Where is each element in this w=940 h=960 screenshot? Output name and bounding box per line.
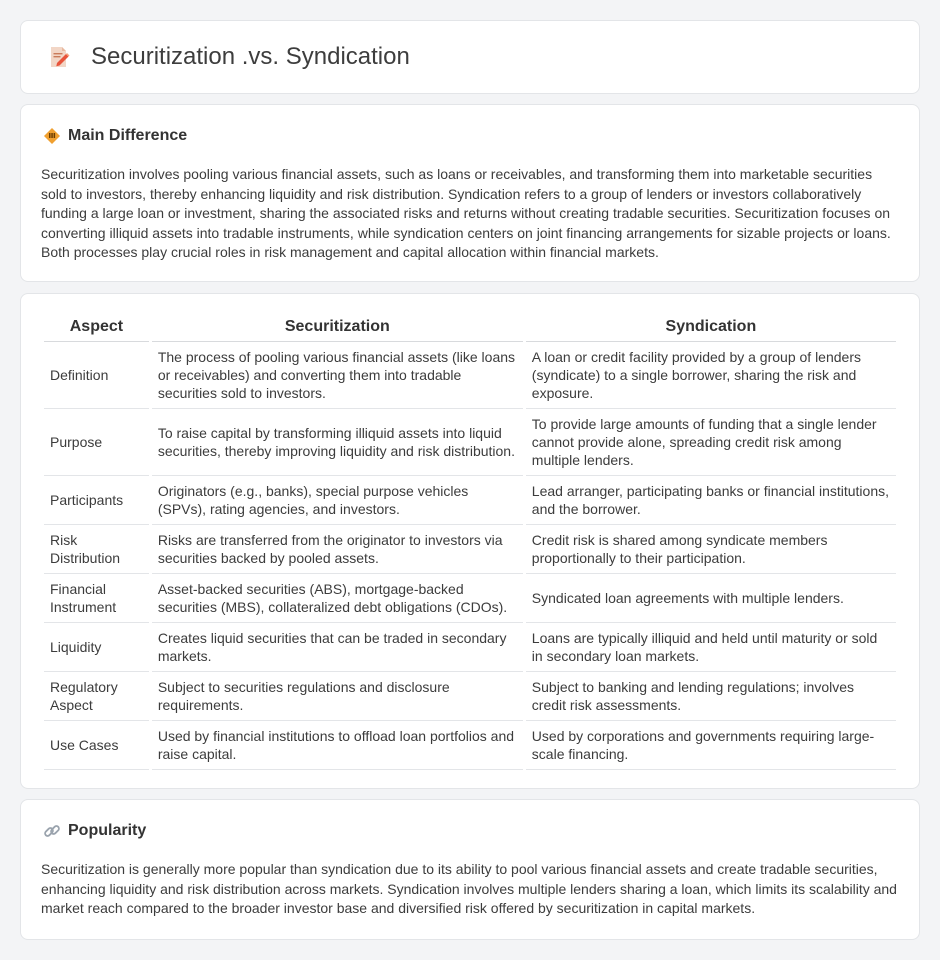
header-aspect: Aspect [44, 314, 149, 342]
page-title: Securitization .vs. Syndication [91, 43, 410, 70]
syndication-cell: Loans are typically illiquid and held until maturity or sold in secondary loan markets. [526, 623, 896, 672]
syndication-cell: Subject to banking and lending regulations; involves credit risk assessments. [526, 672, 896, 721]
aspect-cell: Regulatory Aspect [44, 672, 149, 721]
securitization-cell: Asset-backed securities (ABS), mortgage-backed securities (MBS), collateralized debt obligations (CDOs). [152, 574, 523, 623]
table-row [44, 409, 896, 476]
table-header-row [44, 314, 896, 342]
securitization-cell: Creates liquid securities that can be traded in secondary markets. [152, 623, 523, 672]
securitization-cell: To raise capital by transforming illiquid assets into liquid securities, thereby improving liquidity and risk distribution. [152, 409, 523, 476]
syndication-cell: Lead arranger, participating banks or financial institutions, and the borrower. [526, 476, 896, 525]
header-securitization: Securitization [152, 314, 523, 342]
table-row [44, 623, 896, 672]
aspect-cell: Use Cases [44, 721, 149, 770]
table-row [44, 476, 896, 525]
aspect-cell: Liquidity [44, 623, 149, 672]
aspect-cell: Risk Distribution [44, 525, 149, 574]
main-difference-text: Securitization involves pooling various financial assets, such as loans or receivables, and transforming them into marketable securities sold to investors, thereby enhancing liquidity and risk distribution. Syndication refers to a group of lenders or investors collaboratively funding a large loan or investment, sharing the associated risks and returns without creating tradable securities. Securitization focuses on converting illiquid assets into tradable instruments, while syndication centers on joint financing arrangements for sizable projects or loans. Both processes play crucial roles in risk management and capital allocation within financial markets. [41, 166, 891, 260]
securitization-cell: Subject to securities regulations and disclosure requirements. [152, 672, 523, 721]
link-icon [43, 822, 61, 840]
popularity-text: Securitization is generally more popular than syndication due to its ability to pool various financial assets and create tradable securities, enhancing liquidity and risk distribution across markets. Syndication involves multiple lenders sharing a loan, which limits its scalability and market reach compared to the broader investor base and diversified risk offered by securitization in capital markets. [41, 861, 897, 916]
popularity-title: Popularity [68, 822, 147, 839]
main-difference-card [20, 104, 920, 282]
syndication-cell: Used by corporations and governments requiring large-scale financing. [526, 721, 896, 770]
securitization-cell: Originators (e.g., banks), special purpose vehicles (SPVs), rating agencies, and investors. [152, 476, 523, 525]
comparison-table-card [20, 293, 920, 789]
popularity-heading [43, 822, 146, 840]
aspect-cell: Purpose [44, 409, 149, 476]
syndication-cell: Credit risk is shared among syndicate members proportionally to their participation. [526, 525, 896, 574]
diamond-warning-icon [43, 127, 61, 145]
main-difference-title: Main Difference [68, 127, 188, 144]
securitization-cell: Risks are transferred from the originator to investors via securities backed by pooled assets. [152, 525, 523, 574]
securitization-cell: The process of pooling various financial assets (like loans or receivables) and converting them into tradable securities sold to investors. [152, 342, 523, 409]
table-row [44, 342, 896, 409]
securitization-cell: Used by financial institutions to offload loan portfolios and raise capital. [152, 721, 523, 770]
aspect-cell: Financial Instrument [44, 574, 149, 623]
aspect-cell: Participants [44, 476, 149, 525]
syndication-cell: Syndicated loan agreements with multiple lenders. [526, 574, 896, 623]
header-syndication: Syndication [526, 314, 896, 342]
syndication-cell: To provide large amounts of funding that a single lender cannot provide alone, spreading credit risk among multiple lenders. [526, 409, 896, 476]
comparison-table [41, 314, 899, 770]
table-row [44, 574, 896, 623]
popularity-card [20, 799, 920, 940]
aspect-cell: Definition [44, 342, 149, 409]
table-row [44, 672, 896, 721]
table-row [44, 525, 896, 574]
header-card [20, 20, 920, 94]
main-difference-heading [43, 127, 187, 145]
table-row [44, 721, 896, 770]
document-edit-icon [47, 45, 71, 69]
syndication-cell: A loan or credit facility provided by a group of lenders (syndicate) to a single borrower, sharing the risk and exposure. [526, 342, 896, 409]
